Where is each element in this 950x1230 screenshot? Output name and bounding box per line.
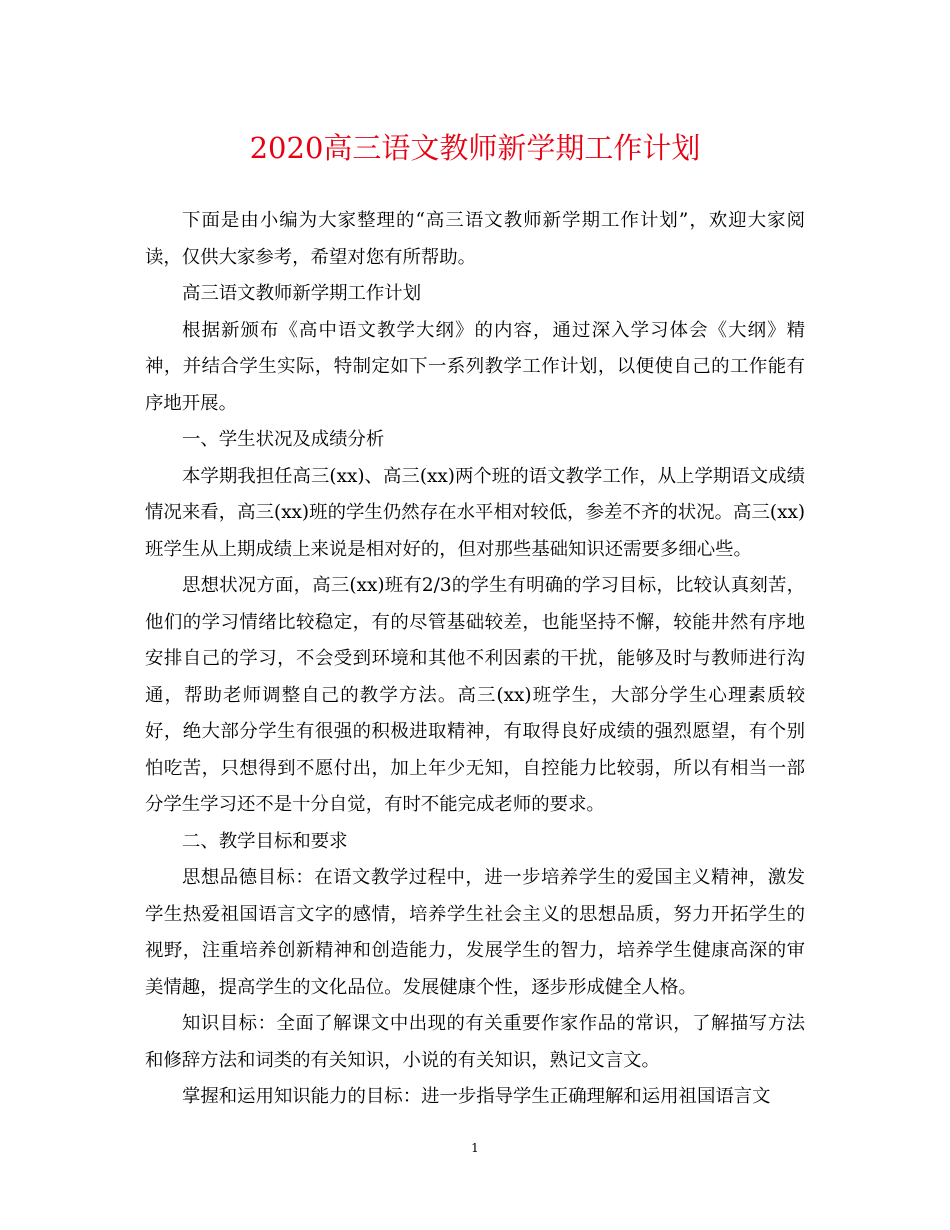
document-title: 2020高三语文教师新学期工作计划: [249, 131, 701, 165]
paragraph-subtitle: 高三语文教师新学期工作计划: [182, 283, 422, 304]
paragraph-knowledge-goal: 知识目标：全面了解课文中出现的有关重要作家作品的常识，了解描写方法和修辞方法和词类的有关知识，小说的有关知识，熟记文言文。: [145, 1013, 805, 1071]
document-body: [145, 203, 805, 1116]
page-number: 1: [471, 1141, 479, 1155]
paragraph-moral-goal: 思想品德目标：在语文教学过程中，进一步培养学生的爱国主义精神，激发学生热爱祖国语言文字的感情，培养学生社会主义的思想品质，努力开拓学生的视野，注重培养创新精神和创造能力，发展学生的智力，培养学生健康高深的审美情趣，提高学生的文化品位。发展健康个性，逐步形成健全人格。: [145, 867, 805, 998]
section-heading-student-analysis: 一、学生状况及成绩分析: [182, 429, 385, 450]
paragraph-intro: 下面是由小编为大家整理的“高三语文教师新学期工作计划”，欢迎大家阅读，仅供大家参考，希望对您有所帮助。: [145, 210, 805, 268]
paragraph-ability-goal: 掌握和运用知识能力的目标：进一步指导学生正确理解和运用祖国语言文: [182, 1086, 771, 1107]
paragraph-preface: 根据新颁布《高中语文教学大纲》的内容，通过深入学习体会《大纲》精神，并结合学生实际，特制定如下一系列教学工作计划，以便使自己的工作能有序地开展。: [145, 319, 805, 414]
paragraph-grades: 本学期我担任高三(xx)、高三(xx)两个班的语文教学工作，从上学期语文成绩情况来看，高三(xx)班的学生仍然存在水平相对较低，参差不齐的状况。高三(xx)班学生从上期成绩上来说是相对好的，但对那些基础知识还需要多细心些。: [145, 465, 805, 560]
paragraph-mindset: 思想状况方面，高三(xx)班有2/3的学生有明确的学习目标，比较认真刻苦，他们的学习情绪比较稳定，有的尽管基础较差，也能坚持不懈，较能井然有序地安排自己的学习，不会受到环境和其他不利因素的干扰，能够及时与教师进行沟通，帮助老师调整自己的教学方法。高三(xx)班学生，大部分学生心理素质较好，绝大部分学生有很强的积极进取精神，有取得良好成绩的强烈愿望，有个别怕吃苦，只想得到不愿付出，加上年少无知，自控能力比较弱，所以有相当一部分学生学习还不是十分自觉，有时不能完成老师的要求。: [145, 575, 805, 815]
section-heading-teaching-goals: 二、教学目标和要求: [182, 830, 348, 852]
